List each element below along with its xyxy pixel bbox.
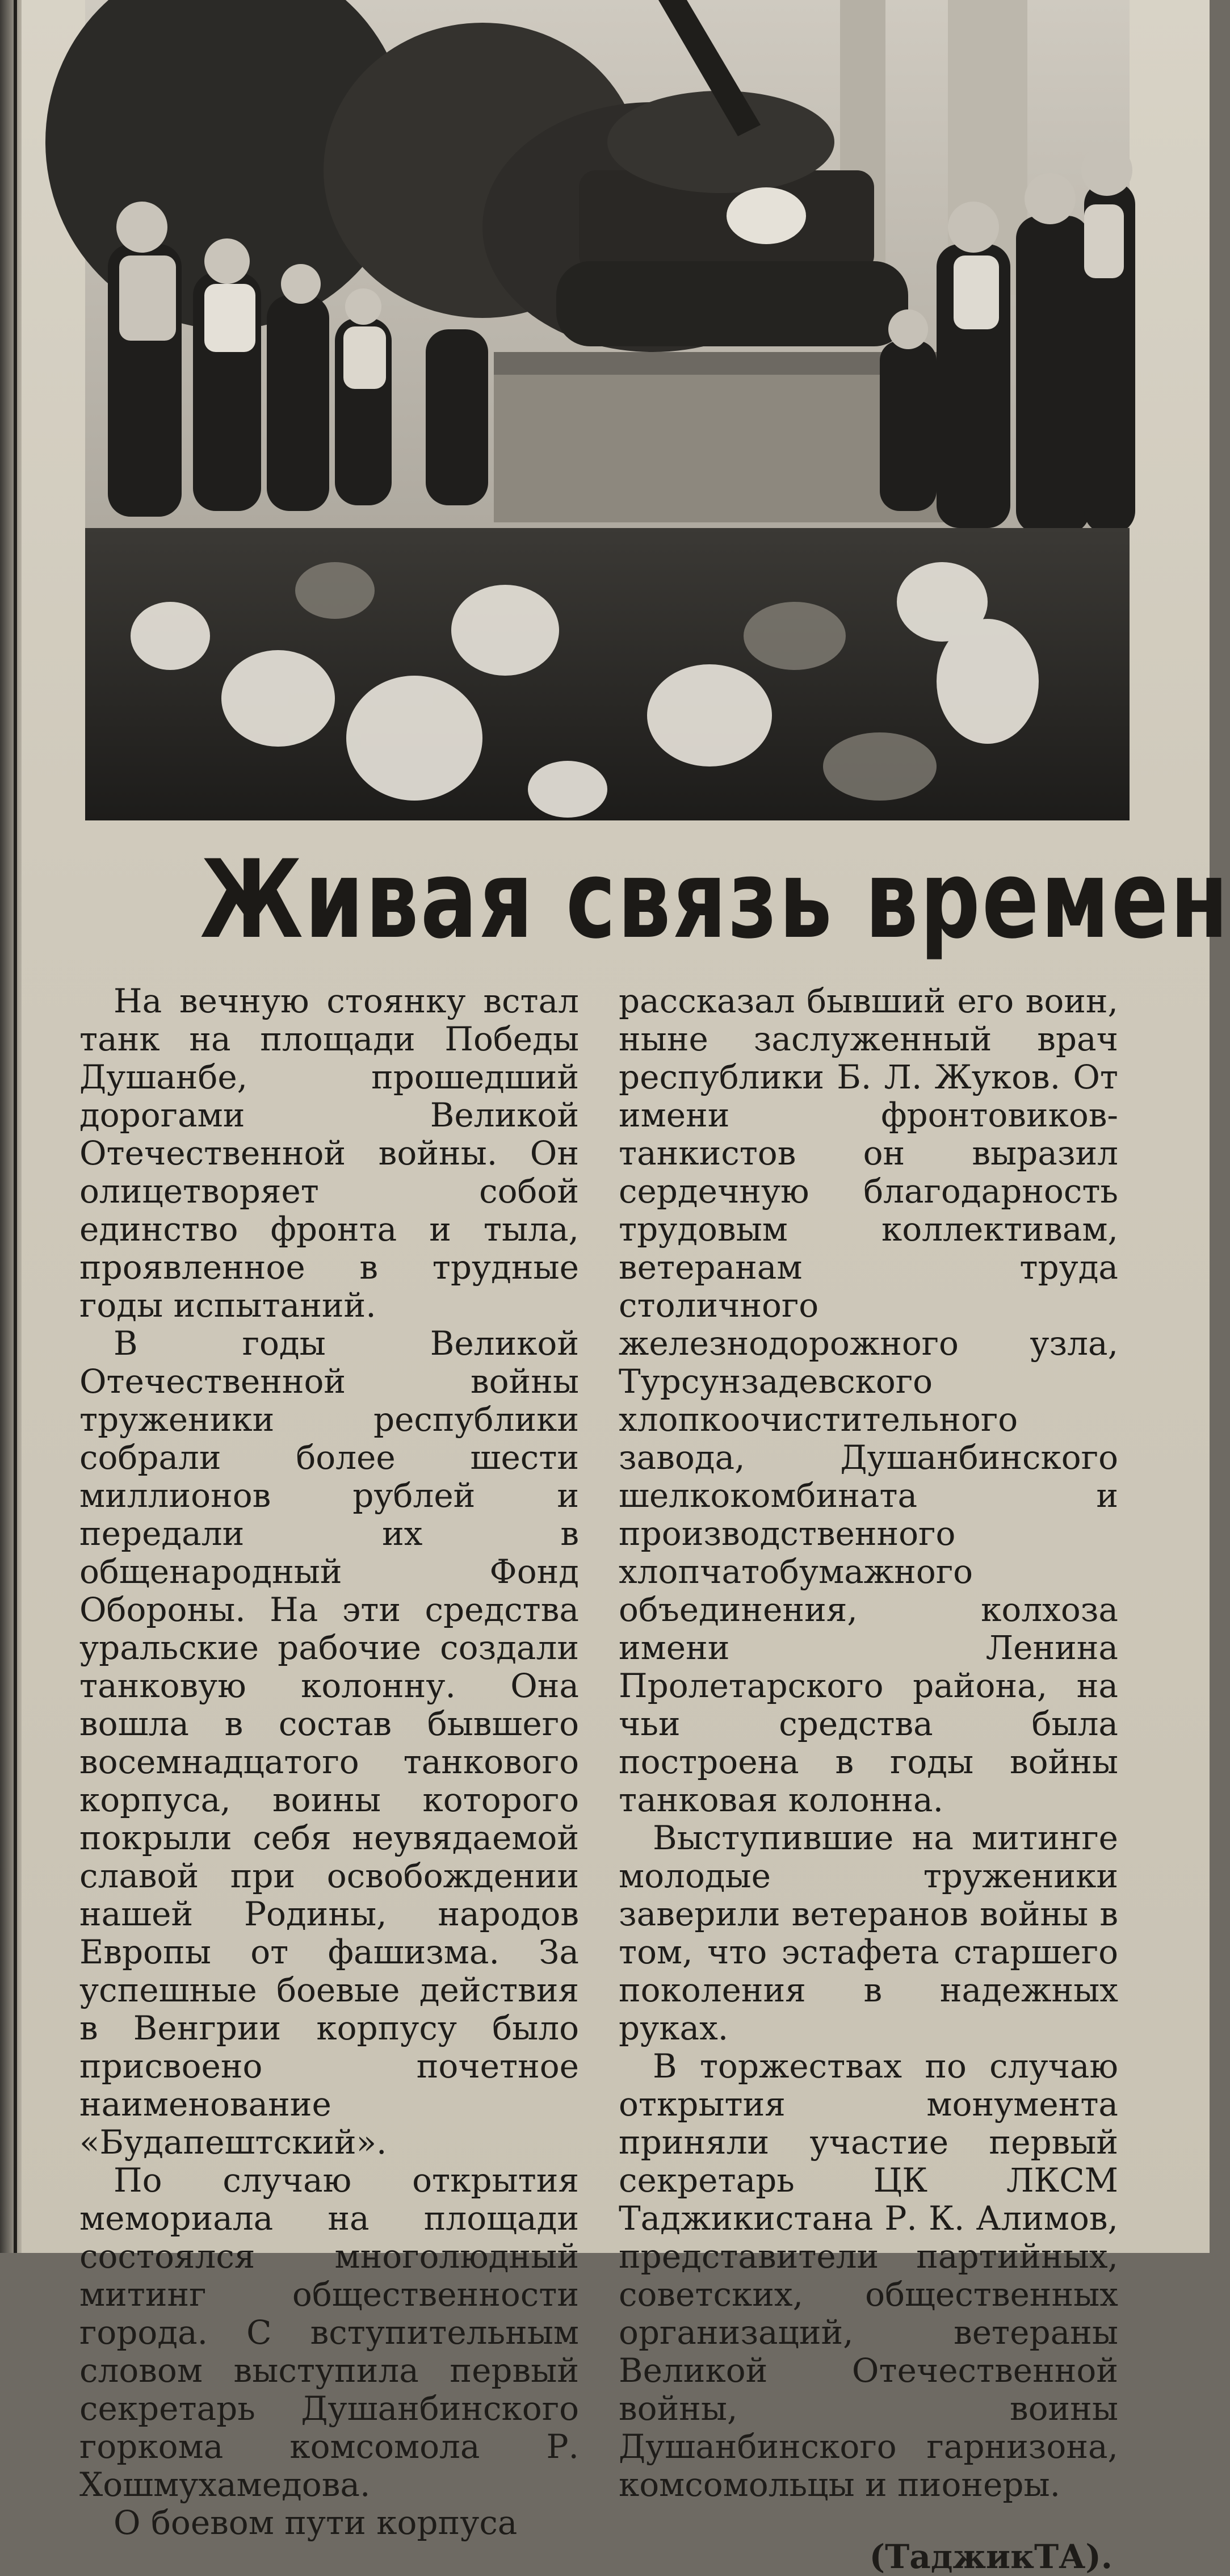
paragraph: Выступившие на митинге молодые труженики заверили ветеранов войны в том, что эстафета старшего поколения в надежных руках.	[619, 1819, 1118, 2047]
page-edge	[0, 0, 22, 2253]
paragraph: По случаю открытия мемориала на площади состоялся многолюдный митинг общественности города. С вступительным словом выступила первый секретарь Душанбинского горкома комсомола Р. Хошмухамедова.	[79, 2161, 579, 2504]
article-column-left	[79, 982, 579, 2542]
headline: Живая связь времен	[200, 837, 1230, 962]
article-column-right	[619, 982, 1118, 2576]
paragraph: В торжествах по случаю открытия монумента приняли участие первый секретарь ЦК ЛКСМ Таджикистана Р. К. Алимов, представители партийных, советских, общественных организаций, ветераны Великой Отечественной войны, воины Душанбинского гарнизона, комсомольцы и пионеры.	[619, 2047, 1118, 2504]
paragraph: В годы Великой Отечественной войны труженики республики собрали более шести миллионов рублей и передали их в общенародный Фонд Обороны. На эти средства уральские рабочие создали танковую колонну. Она вошла в состав бывшего восемнадцатого танкового корпуса, воины которого покрыли себя неувядаемой славой при освобождении нашей Родины, народов Европы от фашизма. За успешные боевые действия в Венгрии корпусу было присвоено почетное наименование «Будапештский».	[79, 1324, 579, 2162]
memorial-photo-illustration	[85, 0, 1130, 820]
agency-credit: (ТаджикТА).	[869, 2537, 1113, 2576]
paragraph: рассказал бывший его воин, ныне заслуженный врач республики Б. Л. Жуков. От имени фронтовиков-танкистов он выразил сердечную благодарность трудовым коллективам, ветеранам труда столичного железнодорожного узла, Турсунзадевского хлопкоочистительного завода, Душанбинского шелкокомбината и производственного хлопчатобумажного объединения, колхоза имени Ленина Пролетарского района, на чьи средства была построена в годы войны танковая колонна.	[619, 982, 1118, 1819]
paragraph: О боевом пути корпуса	[114, 2503, 518, 2542]
paragraph: На вечную стоянку встал танк на площади Победы Душанбе, прошедший дорогами Великой Отечественной войны. Он олицетворяет собой единство фронта и тыла, проявленное в трудные годы испытаний.	[79, 982, 579, 1325]
memorial-photo	[85, 0, 1130, 820]
column-rule	[14, 0, 17, 2253]
